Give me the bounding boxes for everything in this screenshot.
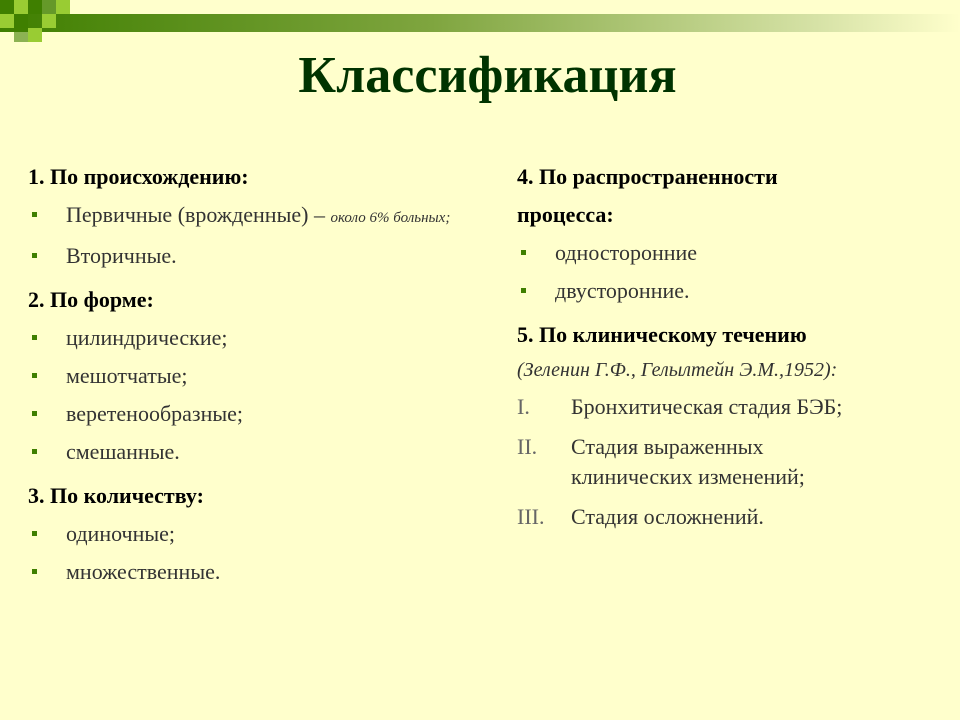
item-text: двусторонние. — [555, 278, 690, 303]
section-heading-form: 2. По форме: — [28, 287, 154, 312]
list-item — [517, 278, 937, 304]
heading-line: процесса: — [517, 202, 614, 227]
list-item-secondary — [28, 243, 478, 269]
section-heading-clinical: 5. По клиническому течению — [517, 322, 807, 347]
bullet-icon — [32, 531, 37, 536]
bullet-icon — [32, 212, 37, 217]
item-note: около 6% больных; — [330, 210, 451, 226]
bullet-icon — [521, 288, 526, 293]
bullet-icon — [32, 411, 37, 416]
bullet-icon — [32, 253, 37, 258]
stage-text: Стадия осложнений. — [571, 504, 764, 529]
list-item-primary — [28, 202, 478, 231]
item-text: односторонние — [555, 240, 698, 265]
decor-square-5 — [56, 0, 70, 14]
decor-square-10 — [14, 28, 28, 42]
decor-square-7 — [14, 14, 28, 28]
heading-line: 4. По распространенности — [517, 164, 778, 189]
section-heading-count: 3. По количеству: — [28, 483, 204, 508]
section-heading-spread — [517, 158, 937, 234]
list-item — [517, 240, 937, 266]
decor-square-4 — [42, 0, 56, 14]
stage-item — [517, 392, 937, 422]
list-item — [28, 439, 478, 465]
citation: (Зеленин Г.Ф., Гелылтейн Э.М.,1952): — [517, 359, 838, 381]
section-heading-origin: 1. По происхождению: — [28, 164, 249, 189]
header-gradient-bar — [0, 14, 960, 32]
roman-numeral: I. — [517, 394, 530, 419]
item-text: смешанные. — [66, 439, 180, 464]
stage-text: Стадия выраженных — [571, 434, 764, 459]
decor-square-2 — [14, 0, 28, 14]
decor-square-6 — [0, 14, 14, 28]
item-text: одиночные; — [66, 521, 176, 546]
item-text: Вторичные. — [66, 243, 177, 268]
bullet-icon — [32, 335, 37, 340]
decor-square-1 — [0, 0, 14, 14]
item-text: Первичные (врожденные) – — [66, 202, 331, 227]
bullet-icon — [32, 569, 37, 574]
stage-item — [517, 432, 937, 492]
bullet-icon — [32, 449, 37, 454]
decor-square-3 — [28, 0, 42, 14]
list-item — [28, 325, 478, 351]
decor-square-8 — [42, 14, 56, 28]
stage-item — [517, 502, 937, 532]
roman-numeral: III. — [517, 504, 545, 529]
left-column — [28, 158, 478, 597]
roman-numeral: II. — [517, 434, 538, 459]
slide-title: Классификация — [298, 47, 677, 104]
bullet-icon — [521, 250, 526, 255]
bullet-icon — [32, 373, 37, 378]
stage-text: клинических изменений; — [571, 464, 805, 489]
item-text: цилиндрические; — [66, 325, 228, 350]
list-item — [28, 401, 478, 427]
stage-text: Бронхитическая стадия БЭБ; — [571, 394, 843, 419]
item-text: веретенообразные; — [66, 401, 244, 426]
right-column — [517, 158, 937, 542]
decor-square-9 — [28, 28, 42, 42]
item-text: множественные. — [66, 559, 221, 584]
list-item — [28, 559, 478, 585]
list-item — [28, 363, 478, 389]
item-text: мешотчатые; — [66, 363, 188, 388]
list-item — [28, 521, 478, 547]
